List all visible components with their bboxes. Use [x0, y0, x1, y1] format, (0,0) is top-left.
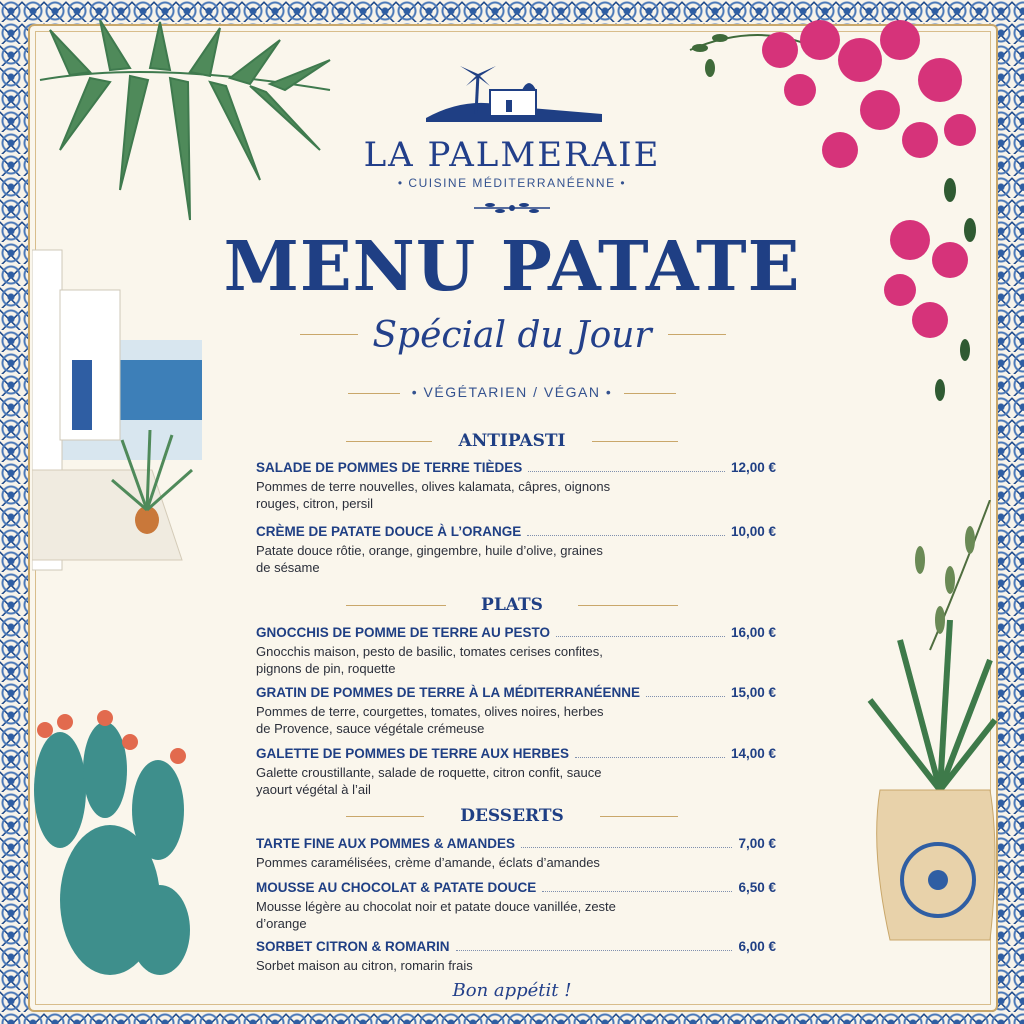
section-title-plats: PLATS [481, 595, 543, 615]
restaurant-tagline: • CUISINE MÉDITERRANÉENNE • [397, 176, 627, 190]
leader-dots [527, 534, 725, 536]
agave-pot-illustration [850, 500, 1000, 980]
item-description: Sorbet maison au citron, romarin frais [256, 958, 473, 973]
item-name: SORBET CITRON & ROMARIN [256, 939, 450, 954]
item-price: 6,50 € [738, 880, 776, 895]
footer-text: Bon appétit ! [452, 980, 572, 1001]
menu-item [256, 685, 776, 737]
item-description: Patate douce rôtie, orange, gingembre, huile d’olive, graines de sésame [256, 543, 603, 575]
item-price: 6,00 € [738, 939, 776, 954]
item-name: GNOCCHIS DE POMME DE TERRE AU PESTO [256, 625, 551, 640]
item-description: Mousse légère au chocolat noir et patate douce vanillée, zeste d’orange [256, 899, 616, 931]
menu-item [256, 625, 776, 677]
item-heading [256, 625, 776, 641]
item-description: Pommes caramélisées, crème d’amande, éclats d’amandes [256, 855, 600, 870]
section-line-right [578, 605, 678, 606]
leader-dots [521, 846, 732, 848]
item-heading [256, 836, 776, 852]
item-description: Pommes de terre nouvelles, olives kalamata, câpres, oignons rouges, citron, persil [256, 479, 611, 511]
item-name: GALETTE DE POMMES DE TERRE AUX HERBES [256, 746, 570, 761]
item-heading [256, 880, 776, 896]
menu-item [256, 746, 776, 798]
leader-dots [556, 635, 725, 637]
item-name: GRATIN DE POMMES DE TERRE À LA MÉDITERRANÉENNE [256, 685, 641, 700]
tagline-text: CUISINE MÉDITERRANÉENNE [408, 176, 616, 190]
villa-palm-logo [426, 56, 602, 132]
leader-dots [575, 756, 725, 758]
olive-sprig-divider [470, 200, 554, 216]
menu-item [256, 880, 776, 932]
item-heading [256, 524, 776, 540]
subtitle-line-right [668, 334, 726, 335]
menu-item [256, 836, 776, 871]
item-description: Pommes de terre, courgettes, tomates, olives noires, herbes de Provence, sauce végétale crémeuse [256, 704, 604, 736]
item-price: 16,00 € [730, 625, 776, 640]
diet-label: • VÉGÉTARIEN / VÉGAN • [411, 384, 613, 400]
item-price: 12,00 € [730, 460, 776, 475]
menu-item [256, 460, 776, 512]
leader-dots [528, 470, 725, 472]
diet-text: VÉGÉTARIEN / VÉGAN [423, 384, 601, 400]
cactus-illustration [30, 700, 200, 990]
section-title-antipasti: ANTIPASTI [458, 431, 566, 451]
item-heading [256, 460, 776, 476]
section-line-right [592, 441, 678, 442]
leader-dots [542, 890, 732, 892]
menu-title: MENU PATATE [223, 227, 801, 307]
item-heading [256, 746, 776, 762]
item-price: 7,00 € [738, 836, 776, 851]
leader-dots [646, 695, 725, 697]
menu-item [256, 939, 776, 974]
leader-dots [456, 949, 733, 951]
item-name: SALADE DE POMMES DE TERRE TIÈDES [256, 460, 523, 475]
restaurant-name: LA PALMERAIE [363, 135, 661, 175]
item-name: TARTE FINE AUX POMMES & AMANDES [256, 836, 516, 851]
section-line-right [600, 816, 678, 817]
item-name: MOUSSE AU CHOCOLAT & PATATE DOUCE [256, 880, 537, 895]
palm-leaf-illustration [30, 20, 350, 230]
menu-subtitle: Spécial du Jour [372, 315, 652, 356]
diet-line-right [624, 393, 676, 394]
item-price: 10,00 € [730, 524, 776, 539]
item-description: Galette croustillante, salade de roquette, citron confit, sauce yaourt végétal à l’ail [256, 765, 602, 797]
item-price: 15,00 € [730, 685, 776, 700]
item-name: CRÈME DE PATATE DOUCE À L’ORANGE [256, 524, 522, 539]
item-heading [256, 939, 776, 955]
item-description: Gnocchis maison, pesto de basilic, tomates cerises confites, pignons de pin, roquette [256, 644, 603, 676]
item-price: 14,00 € [730, 746, 776, 761]
item-heading [256, 685, 776, 701]
menu-item [256, 524, 776, 576]
section-title-desserts: DESSERTS [460, 806, 564, 826]
